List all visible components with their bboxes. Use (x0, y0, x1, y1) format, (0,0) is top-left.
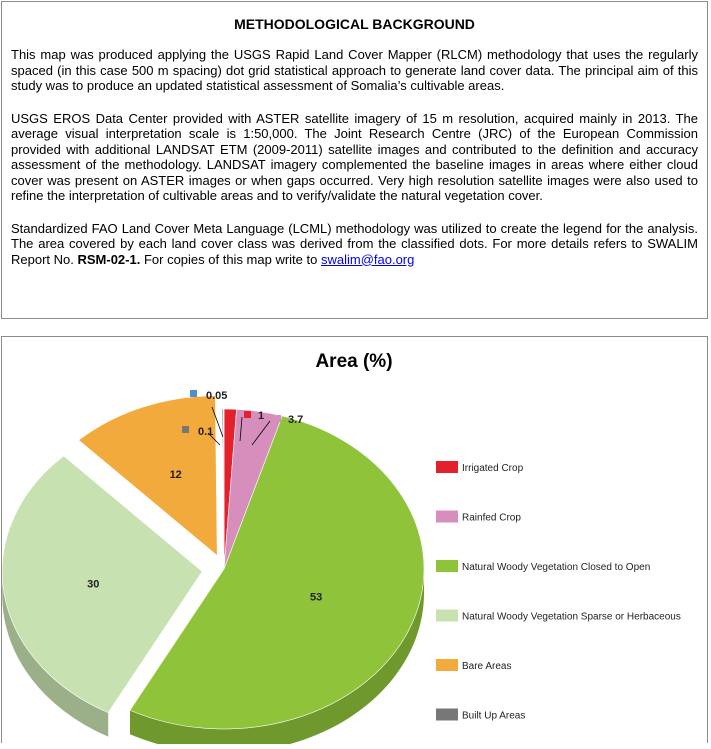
legend-label-irrigated-crop: Irrigated Crop (462, 463, 524, 474)
legend-swatch-built-up-areas (436, 709, 458, 721)
legend-swatch-natural-woody-vegetation-sparse-or-herbaceous (436, 610, 458, 622)
legend-label-rainfed-crop: Rainfed Crop (462, 512, 521, 524)
paragraph-3-text-end: For copies of this map write to (140, 251, 321, 267)
label-marker-1 (274, 415, 281, 422)
legend-swatch-irrigated-crop (436, 461, 458, 473)
data-label-0: 1 (258, 410, 265, 422)
email-link[interactable]: swalim@fao.org (320, 251, 415, 267)
legend-swatch-natural-woody-vegetation-closed-to-open (436, 560, 458, 572)
paragraph-3 (11, 221, 698, 268)
paragraph-3-text: Standardized FAO Land Cover Meta Language (LCML) methodology was utilized to create the legend for the analysis. The area covered by each land cover class was derived from the classified dots. For more details refers to SWALIM Report No. (11, 220, 698, 267)
legend-label-natural-woody-vegetation-sparse-or-herbaceous: Natural Woody Vegetation Sparse or Herbaceous (462, 611, 681, 623)
legend-label-natural-woody-vegetation-closed-to-open: Natural Woody Vegetation Closed to Open (462, 562, 651, 573)
report-number: RSM-02-1. (77, 251, 141, 267)
data-label-6: 0.05 (206, 390, 228, 402)
data-label-5: 0.1 (198, 426, 214, 438)
data-label-1: 3.7 (288, 414, 304, 426)
data-label-4: 12 (169, 469, 182, 482)
paragraph-1: This map was produced applying the USGS Rapid Land Cover Mapper (RLCM) methodology that uses the regularly spaced (in this case 500 m spacing) dot grid statistical approach to generate land cover data. The principal aim of this study was to produce an updated statistical assessment of Somalia’s cultivable areas. (11, 47, 698, 93)
chart-panel (1, 336, 708, 743)
legend-swatch-rainfed-crop (436, 511, 458, 523)
data-label-3: 30 (87, 578, 100, 591)
paragraph-2: USGS EROS Data Center provided with ASTER satellite imagery of 15 m resolution, acquired mainly in 2013. The average visual interpretation scale is 1:50,000. The Joint Research Centre (JRC) of the European Commission provided with additional LANDSAT ETM (2009-2011) satellite images and contributed to the definition and accuracy assessment of the methodology. LANDSAT imagery complemented the baseline images in areas where either cloud cover was present on ASTER images or when gaps occurred. Very high resolution satellite images were also used to refine the interpretation of cultivable areas and to verify/validate the natural vegetation cover. (11, 110, 698, 203)
methodology-panel (1, 1, 708, 319)
legend-label-built-up-areas: Built Up Areas (462, 710, 526, 722)
panel-heading: METHODOLOGICAL BACKGROUND (234, 16, 475, 32)
legend-swatch-bare-areas (436, 659, 458, 671)
chart-title: Area (%) (315, 351, 393, 372)
label-marker-5 (182, 426, 189, 433)
label-marker-0 (244, 411, 251, 418)
label-marker-6 (190, 390, 197, 397)
pie-chart (2, 337, 707, 744)
data-label-2: 53 (310, 591, 323, 604)
legend-label-bare-areas: Bare Areas (462, 661, 512, 672)
